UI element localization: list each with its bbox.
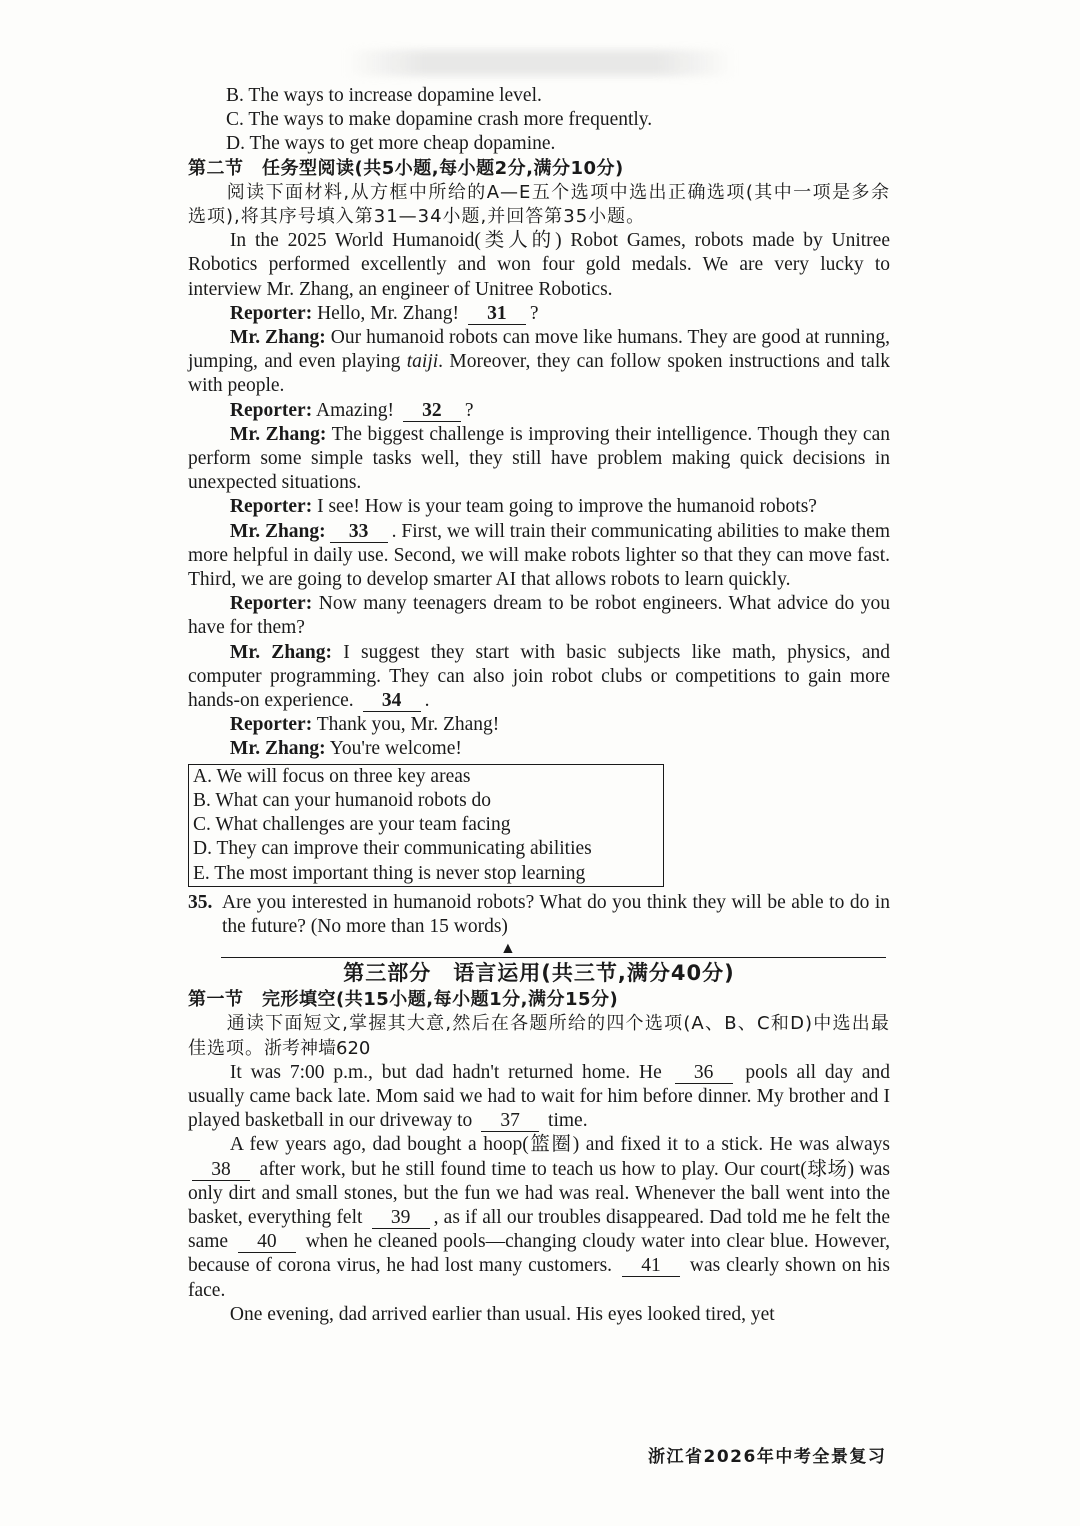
- box-option-e[interactable]: E. The most important thing is never stop learning: [193, 862, 586, 884]
- speaker-reporter: Reporter:: [229, 399, 313, 421]
- section2-title: 第二节 任务型阅读(共5小题,每小题2分,满分10分): [188, 157, 624, 179]
- dialogue-line: Mr. Zhang: The biggest challenge is improving their intelligence. Though they can perform some simple tasks well, they still have problem making quick decisions in unexpected situations.: [188, 423, 890, 494]
- blank-38[interactable]: 38: [192, 1160, 250, 1181]
- dialogue-line: Reporter: I see! How is your team going to improve the humanoid robots?: [229, 496, 817, 518]
- dialogue-line: Mr. Zhang: 33 . First, we will train their communicating abilities to make them more helpful in daily use. Second, we will make robots lighter so that they can move fast. Third, we are going to develop smarter AI that allows robots to learn quickly.: [188, 520, 891, 591]
- dialogue-line: Reporter: Hello, Mr. Zhang! 31 ?: [229, 302, 539, 324]
- options-box: [188, 764, 664, 887]
- answer-area: [188, 939, 890, 957]
- part3-title: 第三部分 语言运用(共三节,满分40分): [343, 961, 735, 986]
- speaker-zhang: Mr. Zhang:: [229, 738, 326, 760]
- box-option-d[interactable]: D. They can improve their communicating abilities: [193, 838, 592, 860]
- watermark-text: 浙考神墙620: [264, 1037, 371, 1059]
- cloze-section-title: 第一节 完形填空(共15小题,每小题1分,满分15分): [188, 989, 619, 1011]
- exam-page: [188, 84, 890, 1327]
- cloze-paragraph-1: It was 7:00 p.m., but dad hadn't returned home. He 36 pools all day and usually came back late. Mom said we had to wait for him before dinner. My brother and I played basketball in our driveway to 37 time.: [188, 1061, 890, 1132]
- dialogue-line: Mr. Zhang: Our humanoid robots can move like humans. They are good at running, jumping, and even playing taiji. Moreover, they can follow spoken instructions and talk with people.: [188, 327, 890, 397]
- speaker-zhang: Mr. Zhang:: [229, 327, 326, 349]
- blank-36[interactable]: 36: [675, 1063, 733, 1084]
- box-option-b[interactable]: B. What can your humanoid robots do: [193, 789, 492, 811]
- dialogue-line: Reporter: Now many teenagers dream to be robot engineers. What advice do you have for them?: [188, 593, 890, 639]
- dialogue-line: Mr. Zhang: You're welcome!: [229, 738, 462, 760]
- triangle-marker-icon: ▲: [500, 940, 516, 958]
- blank-33[interactable]: 33: [330, 522, 388, 543]
- option-c: C. The ways to make dopamine crash more frequently.: [226, 109, 653, 131]
- speaker-zhang: Mr. Zhang:: [229, 641, 332, 663]
- previous-question-options: [188, 84, 890, 157]
- blank-41[interactable]: 41: [622, 1256, 680, 1277]
- dialogue-line: Mr. Zhang: I suggest they start with basic subjects like math, physics, and computer programming. They can also join robot clubs or competitions to gain more hands-on experience. 34 .: [188, 641, 890, 712]
- cloze-paragraph-3: One evening, dad arrived earlier than usual. His eyes looked tired, yet: [229, 1303, 775, 1325]
- option-b: B. The ways to increase dopamine level.: [226, 85, 542, 106]
- blank-32[interactable]: 32: [403, 401, 461, 422]
- cloze-paragraph-2: A few years ago, dad bought a hoop(篮圈) and fixed it to a stick. He was always 38 after work, but he still found time to teach us how to play. Our court(球场) was only dirt and small stones, but the fun we had was real. Whenever the ball went into the basket, everything felt 39 , as if all our troubles disappeared. Dad told me he felt the same 40 when he cleaned pools—changing cloudy water into clear blue. However, because of corona virus, he had lost many customers. 41 was clearly shown on his face.: [188, 1134, 891, 1301]
- dialogue-line: Reporter: Amazing! 32 ?: [229, 399, 474, 421]
- passage-intro: In the 2025 World Humanoid(类人的) Robot Games, robots made by Unitree Robotics performed excellently and won four gold medals. We are very lucky to interview Mr. Zhang, an engineer of Unitree Robotics.: [188, 230, 890, 300]
- question-35: 35. Are you interested in humanoid robots? What do you think they will be able to do in the future? (No more than 15 words): [188, 891, 890, 937]
- blank-40[interactable]: 40: [238, 1232, 296, 1253]
- scan-blur-strip: [345, 50, 735, 76]
- box-option-c[interactable]: C. What challenges are your team facing: [193, 814, 511, 836]
- speaker-reporter: Reporter:: [229, 496, 313, 518]
- cloze-instructions: 通读下面短文,掌握其大意,然后在各题所给的四个选项(A、B、C和D)中选出最佳选项。浙考神墙620: [188, 1013, 890, 1059]
- blank-39[interactable]: 39: [372, 1208, 430, 1229]
- speaker-reporter: Reporter:: [229, 302, 313, 324]
- blank-37[interactable]: 37: [481, 1111, 539, 1132]
- blank-31[interactable]: 31: [468, 304, 526, 325]
- question-number: 35.: [188, 891, 213, 913]
- box-option-a[interactable]: A. We will focus on three key areas: [193, 765, 471, 787]
- blank-34[interactable]: 34: [363, 691, 421, 712]
- section2-instructions: 阅读下面材料,从方框中所给的A—E五个选项中选出正确选项(其中一项是多余选项),将其序号填入第31—34小题,并回答第35小题。: [188, 181, 890, 228]
- speaker-zhang: Mr. Zhang:: [229, 423, 327, 445]
- speaker-reporter: Reporter:: [229, 714, 313, 736]
- option-d: D. The ways to get more cheap dopamine.: [226, 133, 556, 155]
- dialogue-line: Reporter: Thank you, Mr. Zhang!: [229, 714, 500, 736]
- page-footer: 浙江省2026年中考全景复习: [648, 1447, 887, 1467]
- speaker-zhang: Mr. Zhang:: [229, 520, 326, 542]
- speaker-reporter: Reporter:: [229, 593, 313, 615]
